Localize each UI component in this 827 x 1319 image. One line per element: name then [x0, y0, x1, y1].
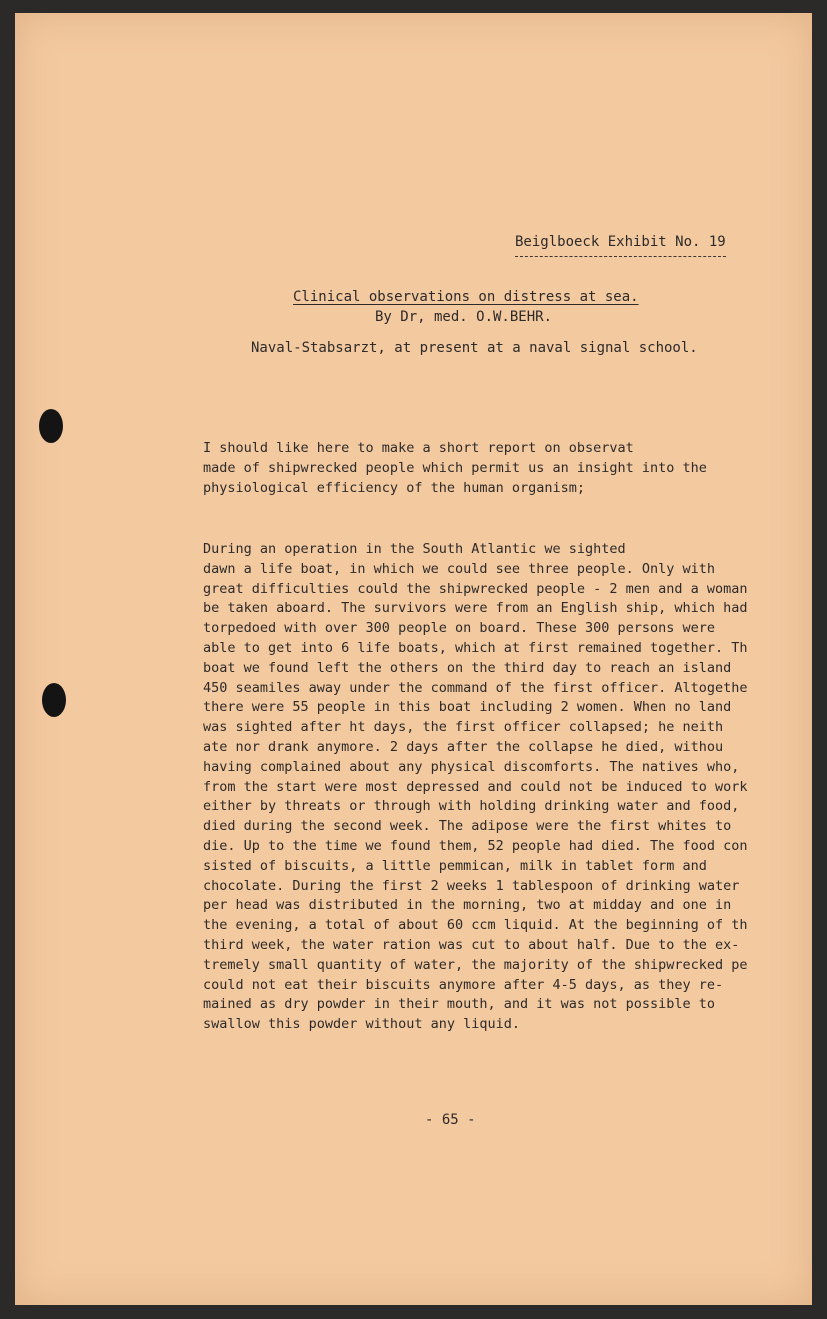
text-line: able to get into 6 life boats, which at first remained together. Th: [203, 639, 748, 656]
text-line: made of shipwrecked people which permit us an insight into the: [203, 460, 707, 476]
text-line: sisted of biscuits, a little pemmican, milk in tablet form and: [203, 857, 707, 874]
text-line: was sighted after ht days, the first officer collapsed; he neith: [203, 719, 724, 736]
text-line: mained as dry powder in their mouth, and it was not possible to: [203, 996, 716, 1013]
text-line: be taken aboard. The survivors were from an English ship, which had: [203, 600, 748, 617]
text-line: died during the second week. The adipose were the first whites to: [203, 818, 732, 835]
paragraph-intro: [203, 438, 707, 498]
text-line: third week, the water ration was cut to about half. Due to the ex-: [203, 936, 740, 953]
page-number: - 65 -: [425, 1112, 476, 1128]
document-author: By Dr, med. O.W.BEHR.: [375, 309, 553, 325]
document-page: [15, 13, 812, 1305]
text-line: either by threats or through with holding drinking water and food,: [203, 798, 740, 815]
text-line: there were 55 people in this boat including 2 women. When no land: [203, 699, 732, 716]
text-line: boat we found left the others on the third day to reach an island: [203, 659, 732, 676]
text-line: from the start were most depressed and could not be induced to work: [203, 778, 748, 795]
text-line: I should like here to make a short report on observat: [203, 440, 634, 456]
text-line: torpedoed with over 300 people on board. These 300 persons were: [203, 620, 716, 637]
text-line: 450 seamiles away under the command of the first officer. Altogethe: [203, 679, 748, 696]
text-line: dawn a life boat, in which we could see three people. Only with: [203, 560, 716, 577]
text-line: chocolate. During the first 2 weeks 1 tablespoon of drinking water: [203, 877, 740, 894]
text-line: ate nor drank anymore. 2 days after the collapse he died, withou: [203, 738, 724, 755]
text-line: tremely small quantity of water, the majority of the shipwrecked pe: [203, 956, 748, 973]
text-line: the evening, a total of about 60 ccm liquid. At the beginning of th: [203, 917, 748, 934]
text-line: physiological efficiency of the human organism;: [203, 480, 586, 496]
document-title: Clinical observations on distress at sea.: [293, 289, 639, 305]
text-line: having complained about any physical discomforts. The natives who,: [203, 758, 740, 775]
punch-hole: [42, 683, 66, 717]
paragraph-report: [203, 540, 748, 1035]
text-line: could not eat their biscuits anymore after 4-5 days, as they re-: [203, 976, 724, 993]
exhibit-label: Beiglboeck Exhibit No. 19: [515, 234, 726, 257]
text-line: per head was distributed in the morning, two at midday and one in: [203, 897, 732, 914]
text-line: great difficulties could the shipwrecked people - 2 men and a woman: [203, 580, 748, 597]
text-line: die. Up to the time we found them, 52 people had died. The food con: [203, 837, 748, 854]
punch-hole: [39, 409, 63, 443]
text-line: During an operation in the South Atlantic we sighted: [203, 541, 626, 557]
author-position: Naval-Stabsarzt, at present at a naval signal school.: [251, 340, 698, 356]
text-line: swallow this powder without any liquid.: [203, 1016, 520, 1033]
